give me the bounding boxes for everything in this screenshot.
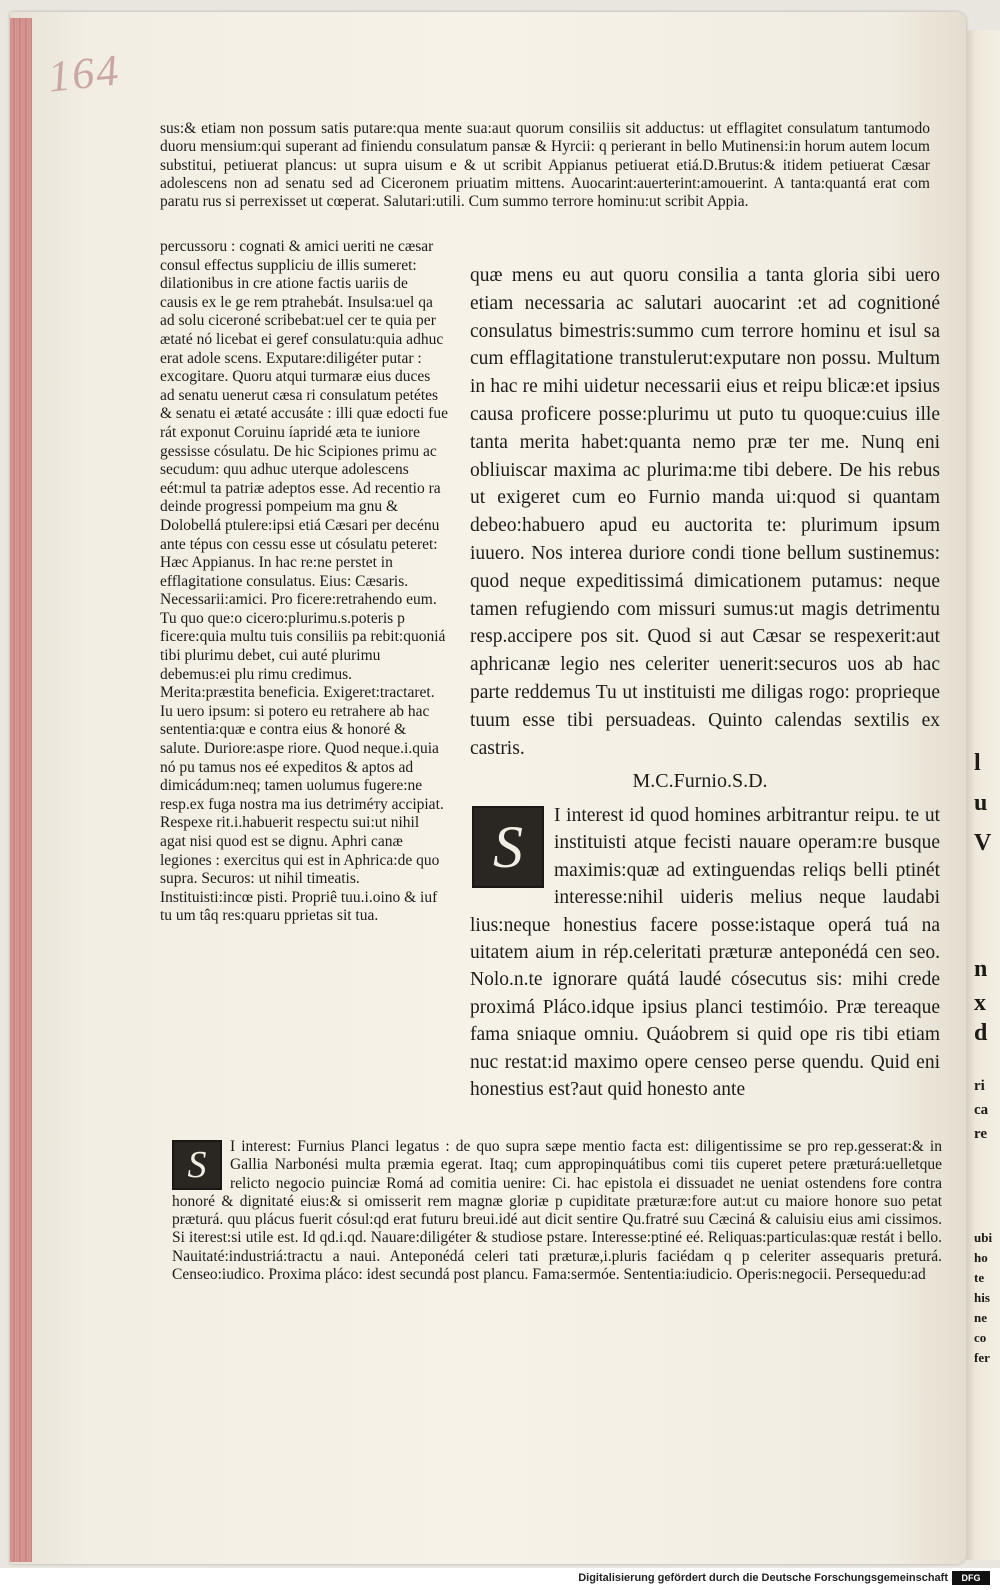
edge-glyph: d (974, 1020, 988, 1046)
letter-paragraph: I interest id quod homines arbitrantur reipu. te ut instituisti atque fecisti nauare operam:re busque maximis:quæ ad extinguendas reliqs belli ptinét interesse:nihil uideris melius neque laudabi lius:neque honestius facere posse:istaque operá tuá na uitatem aium in rép.celeritati præturæ anteponédá cen seo. Nolo.n.te ignorare quátá laudé cósecutus sis: mihi crede proximá Pláco.idque ipsius planci testimóio. Præ tereaque fama sniaque omniu. Quáobrem si quid ope ris tibi etiam nuc restat:id maximo opere censeo perse quendu. Quid eni honestius est?aut quid honesto ante (470, 805, 940, 1101)
commentary-bottom-text: I interest: Furnius Planci legatus : de quo supra sæpe mentio facta est: diligentissime se pro rep.gesserat:& in Gallia Narbonési multa præmia egerat. Itaq; cum appropinquátibus comi tiis cuperet petere præturá:uelletque relicto negocio puinciæ Romá ad comitia uenire: Ci. hac epistola ei dissuadet ne ueniat ostendens fore contra honoré & dignitaté eius:& si omisserit rem magnæ gloriæ p cupiditate præturæ:fore aut:ut cu maiore honore suo petat præturá. quu plácus fuerit cósul:qd erat futuru breui.idé aut dicit sentire Qu.fratré suu Cæciná & caluisiu eius ami cissimos. Si iterest:si utile est. Id qd.i.qd. Nauare:diligéter & studiose pstare. Interesse:ptiné eé. Reliquas:particulas:quæ restát i bello. Nauitaté:industriá:tractu a naui. Anteponédá celeri tati præturæ,i.pluris faciédam q p celeriter assequaris preturá. Censeo:iudico. Proxima pláco: idest secundá post plancu. Fama:sermóe. Sententia:iudicio. Operis:negocii. Persequedu:ad (172, 1138, 942, 1284)
letter-text-first (470, 262, 940, 762)
edge-glyph: te (974, 1270, 985, 1285)
edge-glyph: ubi (974, 1230, 993, 1245)
red-page-edge (10, 18, 32, 1562)
facing-page-strip (966, 30, 1000, 1560)
edge-glyph: ri (974, 1078, 985, 1094)
handwritten-folio-number: 164 (45, 45, 123, 102)
edge-glyph: his (974, 1290, 990, 1305)
edge-glyph: n (974, 956, 988, 982)
commentary-left-column: percussoru : cognati & amici ueriti ne cæsar consul effectus suppliciu de illis sumeret: dilationibus in cre atione factis uariis de causis ex le ge rem ptrahebát. Insulsa:uel qa ad solu ciceroné scribebat:uel cer te quia per ætaté nó licebat ei geref consulatu:quia adhuc erat adole scens. Exputare:diligéter putar : excogitare. Quoru atqui turmaræ eius duces ad senatu uenerut cæsa ri consulatum petétes & senatu ei ætaté accusáte : illi quæ edocti fue rát exponut Coruinu íapridé æta te iuniore gessisse cósulatu. De hic Scipiones primu ac secudum: quu adhuc uterque adolescens eét:mul ta patriæ adeptos esse. Ad recentio ra deinde progressi pompeium ma gnu & Dolobellá ptulere:ipsi etiá Cæsari per decénu ante tépus con cessu esse ut cósulatu peteret: Hæc Appianus. In hac re:ne perstet in efflagitatione consulatus. Eius: Cæsaris. Necessarii:amici. Pro ficere:retrahendo eum. Tu quo que:o cicero:plurimu.s.poteris p ficere:quia multu tuis consiliis pa rebit:quoniá tibi plurimu debet, cui auté plurimu debemus:ei plu rimu credimus. Merita:præstita beneficia. Exigeret:tractaret. Iu uero ipsum: si potero eu retrahere ab hac sententia:quæ e contra eius & honoré & salute. Duriore:aspe riore. Quod neque.i.quia nó pu tamus nos eé expeditos & aptos ad dimicádum:neq; tamen uolumus fugere:ne resp.ex fuga nostra ma ius detriméту accipiat. Respexe rit.i.habuerit respectu sui:ut nihil agat nisi quod est se dignu. Aphri canæ legiones : exercitus qui est in Aphrica:de quo supra. Securos: ut nihil timeatis. Instituisti:incœ pisti. Propriê tuu.i.oino & iuf tu um tâq res:quaru pprietas sit tua. (160, 238, 448, 925)
edge-glyph: re (974, 1126, 988, 1142)
commentary-bottom (172, 1138, 942, 1284)
edge-glyph: ca (974, 1102, 989, 1118)
decorated-initial-small: S (172, 1140, 222, 1190)
decorated-initial: S (472, 806, 544, 888)
edge-glyph: V (974, 830, 992, 856)
edge-glyph: ne (974, 1310, 987, 1325)
letter-paragraph: quæ mens eu aut quoru consilia a tanta gloria sibi uero etiam necessaria ac salutari auocarint :et ad cognitioné consulatus bimestris:summo cum terrore hominu et isul sa cum efflagitatione transtulerut:exputare non possu. Multum in hac re mihi uidetur necessarii eius et reipu blicæ:et ipsius causa proficere posse:plurimu ut puto tu quoque:cuius ille tanta merita habet:quanta nemo præ ter me. Nunq eni obliuiscar maxima ac plurima:me tibi debere. De his rebus ut exigeret cum eo Furnio manda ui:quod si quantam debeo:habuero apud eu auctorita te: plurimum ipsum iuuero. Nos interea duriore condi tione bellum sustinemus: quod neque expeditissimá dimicationem putamus: neque tamen refugiendo com missuri sumus:ut magis detrimentu resp.accipere pos sit. Quod si aut Cæsar se respexerit:aut aphricanæ legio nes celeriter uenerit:securos uos ab hac parte reddemus Tu ut instituisti me diligas rogo: proprieque tuum esse tibi persuadeas. Quinto calendas sextilis ex castris. (470, 265, 940, 759)
edge-glyph: x (974, 990, 986, 1016)
letter-address: M.C.Furnio.S.D. (632, 770, 768, 792)
edge-glyph: co (974, 1330, 987, 1345)
letter-text-second (470, 802, 940, 1103)
edge-glyph: l (974, 750, 981, 776)
footer-bar (0, 1568, 1000, 1590)
funding-credit: Digitalisierung gefördert durch die Deutsche Forschungsgemeinschaft (578, 1572, 948, 1584)
dfg-logo: DFG (952, 1571, 990, 1585)
edge-glyph: fer (974, 1350, 990, 1365)
edge-glyph: u (974, 790, 988, 816)
edge-glyph: ho (974, 1250, 988, 1265)
commentary-top: sus:& etiam non possum satis putare:qua mente sua:aut quorum consiliis sit adductus: ut efflagitet consulatum tantumodo duoru mensium:qui superant ad finiendu consulatum pansæ & Hyrcii: q perierant in bello Mutinensi:in horum autem locum substitui, petiuerat plancus: ut supra uisum e & ut scribit Appianus petiuerat etiá.D.Brutus:& itidem petiuerat Cæsar adolescens non ad senatu sed ad Ciceronem priuatim mittens. Auocarint:auerterint:amouerint. A tanta:quantá erat com paratu rus si perrexisset ut cœperat. Salutari:utili. Cum summo terrore hominu:ut scribit Appia. (160, 120, 930, 211)
